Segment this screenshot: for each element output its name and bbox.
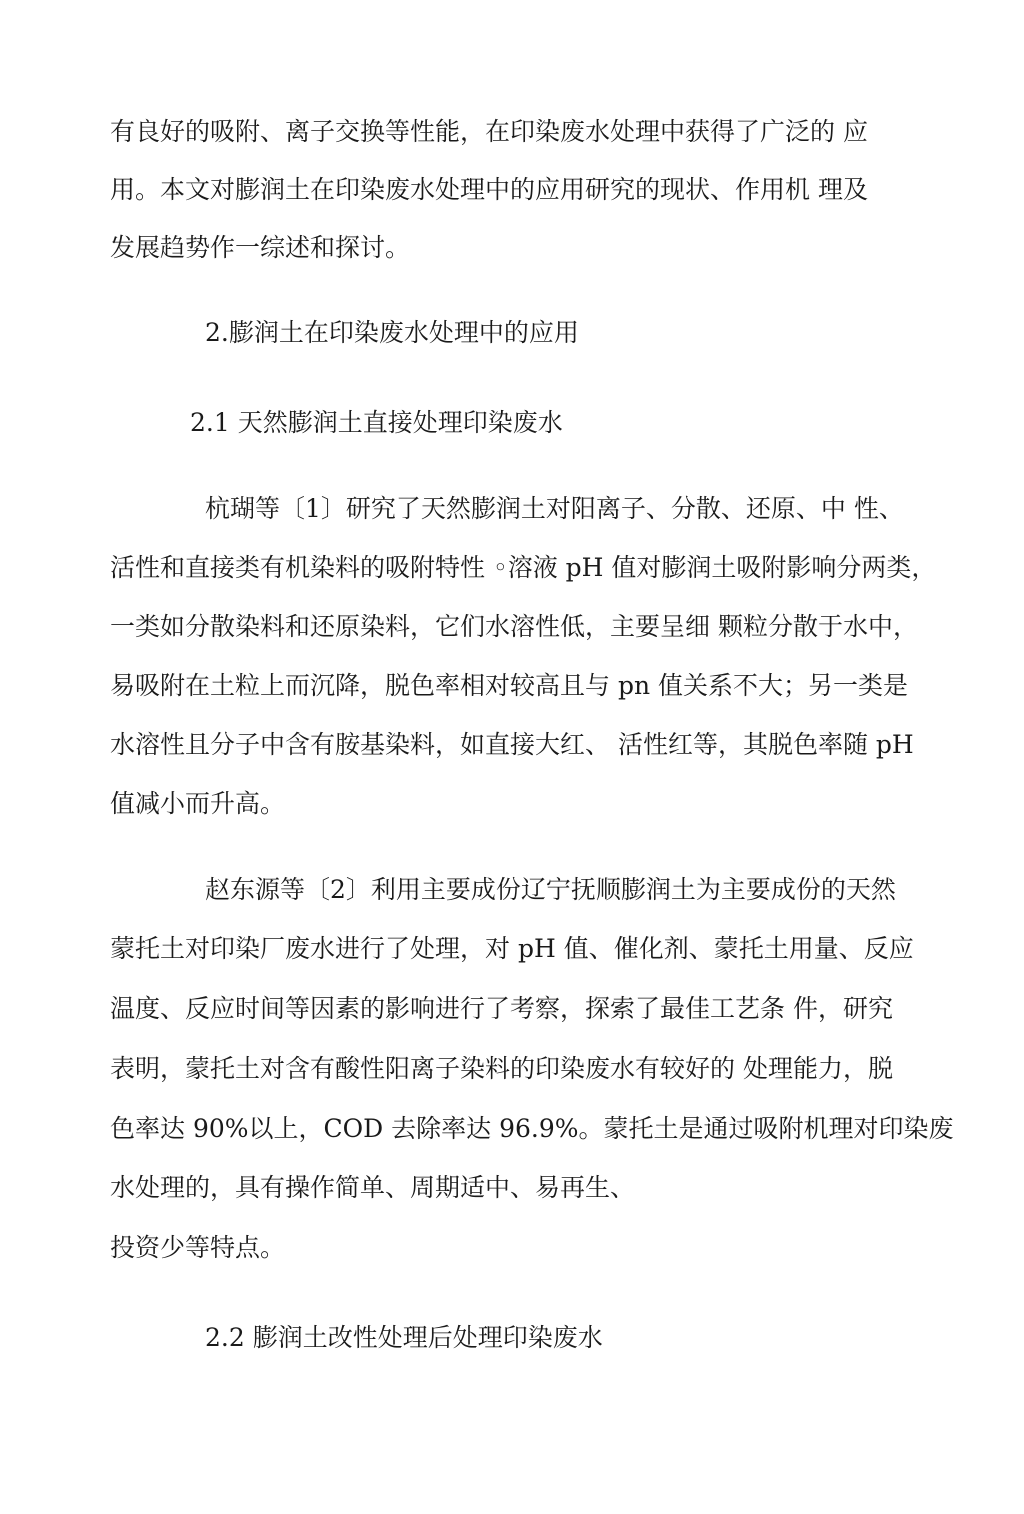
para2-line-7: 投资少等特点。	[110, 1233, 286, 1262]
section-2-1-heading: 2.1 天然膨润土直接处理印染废水	[190, 408, 563, 437]
para2-line-6: 水处理的，具有操作简单、周期适中、易再生、	[110, 1173, 636, 1202]
section-2-2-heading: 2.2 膨润土改性处理后处理印染废水	[205, 1323, 603, 1352]
intro-line-1: 有良好的吸附、离子交换等性能，在印染废水处理中获得了广泛的 应	[110, 117, 868, 146]
para2-line-3: 温度、反应时间等因素的影响进行了考察，探索了最佳工艺条 件，研究	[110, 994, 893, 1023]
para2-line-5: 色率达 90%以上，COD 去除率达 96.9%。蒙托土是通过吸附机理对印染废	[110, 1114, 954, 1143]
para1-line-2: 活性和直接类有机染料的吸附特性 ◦溶液 pH 值对膨润土吸附影响分两类，	[110, 553, 937, 582]
para2-line-4: 表明，蒙托土对含有酸性阳离子染料的印染废水有较好的 处理能力，脱	[110, 1054, 893, 1083]
para1-line-6: 值减小而升高。	[110, 789, 286, 818]
para1-line-1: 杭瑚等〔1〕研究了天然膨润土对阳离子、分散、还原、中 性、	[205, 494, 904, 523]
para2-line-2: 蒙托土对印染厂废水进行了处理，对 pH 值、催化剂、蒙托土用量、反应	[110, 934, 914, 963]
para1-line-4: 易吸附在土粒上而沉降，脱色率相对较高且与 pn 值关系不大；另一类是	[110, 671, 909, 700]
intro-line-2: 用。本文对膨润土在印染废水处理中的应用研究的现状、作用机 理及	[110, 175, 868, 204]
para1-line-5: 水溶性且分子中含有胺基染料，如直接大红、 活性红等，其脱色率随 pH	[110, 730, 914, 759]
para1-line-3: 一类如分散染料和还原染料，它们水溶性低，主要呈细 颗粒分散于水中，	[110, 612, 918, 641]
section-2-heading: 2.膨润土在印染废水处理中的应用	[205, 318, 579, 347]
intro-line-3: 发展趋势作一综述和探讨。	[110, 233, 411, 262]
para2-line-1: 赵东源等〔2〕利用主要成份辽宁抚顺膨润土为主要成份的天然	[205, 875, 896, 904]
